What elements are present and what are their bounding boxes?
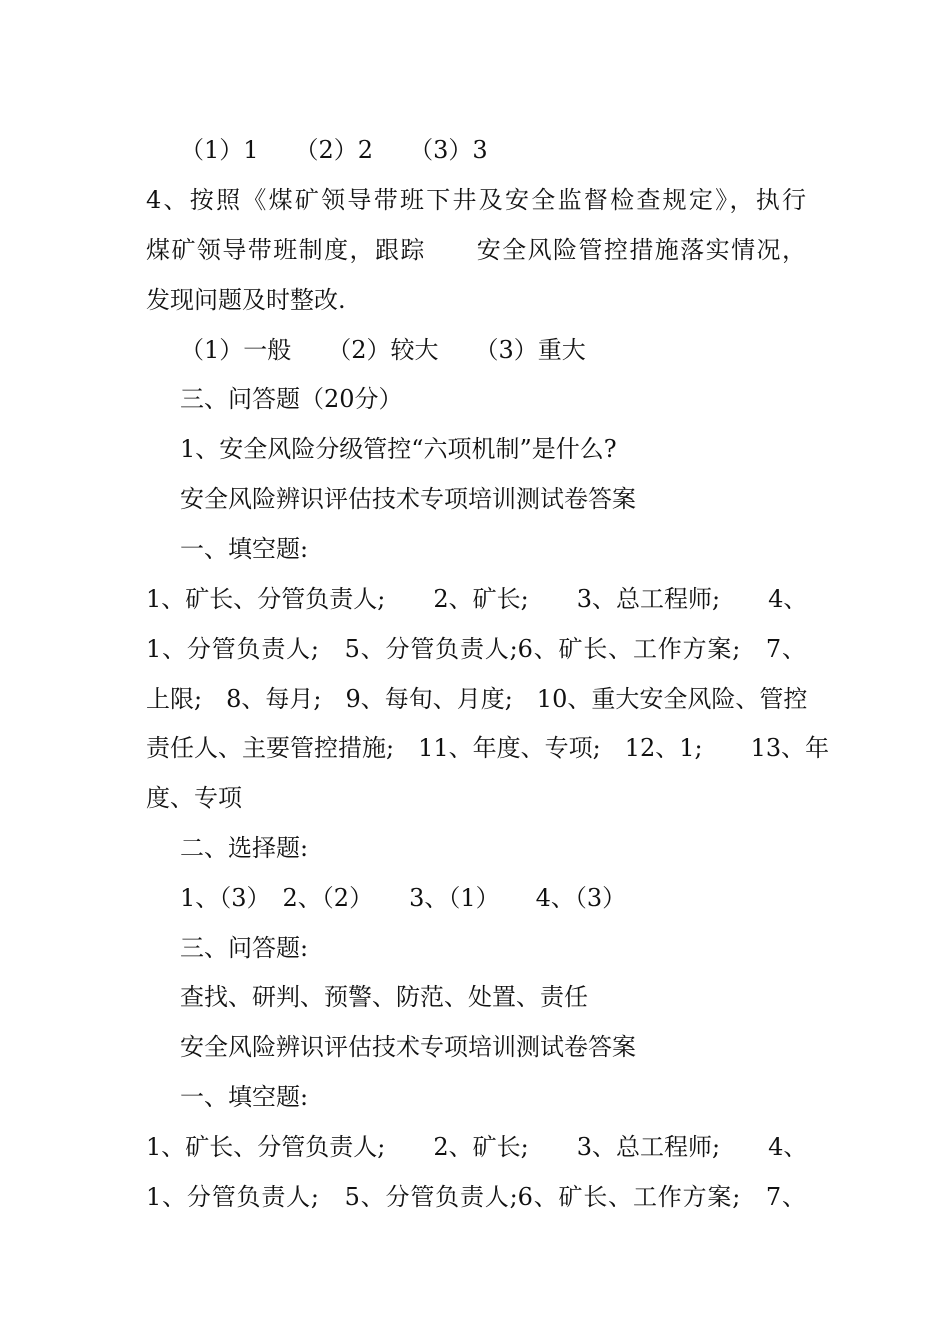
question-4-line-2: 煤矿领导带班制度，跟踪 安全风险管控措施落实情况，	[146, 236, 806, 264]
question-4-line-3: 发现问题及时整改.	[146, 286, 346, 314]
answer-fill-line-2-repeat: 1、分管负责人; 5、分管负责人;6、矿长、工作方案; 7、	[146, 1183, 806, 1211]
options-line-q3: （1）1 （2）2 （3）3	[180, 136, 488, 164]
answer-choice-heading: 二、选择题:	[180, 834, 309, 862]
answer-qa-line: 查找、研判、预警、防范、处置、责任	[180, 983, 588, 1011]
question-4-line-1: 4、按照《煤矿领导带班下井及安全监督检查规定》，执行	[146, 186, 806, 214]
answer-fill-line-1-repeat: 1、矿长、分管负责人; 2、矿长; 3、总工程师; 4、	[146, 1133, 808, 1161]
answer-fill-line-5: 度、专项	[146, 784, 242, 812]
answer-key-title-repeat: 安全风险辨识评估技术专项培训测试卷答案	[180, 1033, 636, 1061]
answer-fill-heading: 一、填空题:	[180, 535, 309, 563]
answer-qa-heading: 三、问答题:	[180, 934, 309, 962]
qa-question-1: 1、安全风险分级管控“六项机制”是什么?	[180, 435, 617, 463]
answer-choice-line: 1、（3） 2、（2） 3、（1） 4、（3）	[180, 884, 627, 912]
answer-fill-heading-repeat: 一、填空题:	[180, 1083, 309, 1111]
options-line-q4: （1）一般 （2）较大 （3）重大	[180, 336, 586, 364]
section-heading-qa: 三、问答题（20分）	[180, 385, 403, 413]
answer-fill-line-3: 上限; 8、每月; 9、每旬、月度; 10、重大安全风险、管控	[146, 685, 808, 713]
answer-fill-line-4: 责任人、主要管控措施; 11、年度、专项; 12、1; 13、年	[146, 734, 830, 762]
answer-fill-line-2: 1、分管负责人; 5、分管负责人;6、矿长、工作方案; 7、	[146, 635, 806, 663]
answer-fill-line-1: 1、矿长、分管负责人; 2、矿长; 3、总工程师; 4、	[146, 585, 808, 613]
answer-key-title: 安全风险辨识评估技术专项培训测试卷答案	[180, 485, 636, 513]
